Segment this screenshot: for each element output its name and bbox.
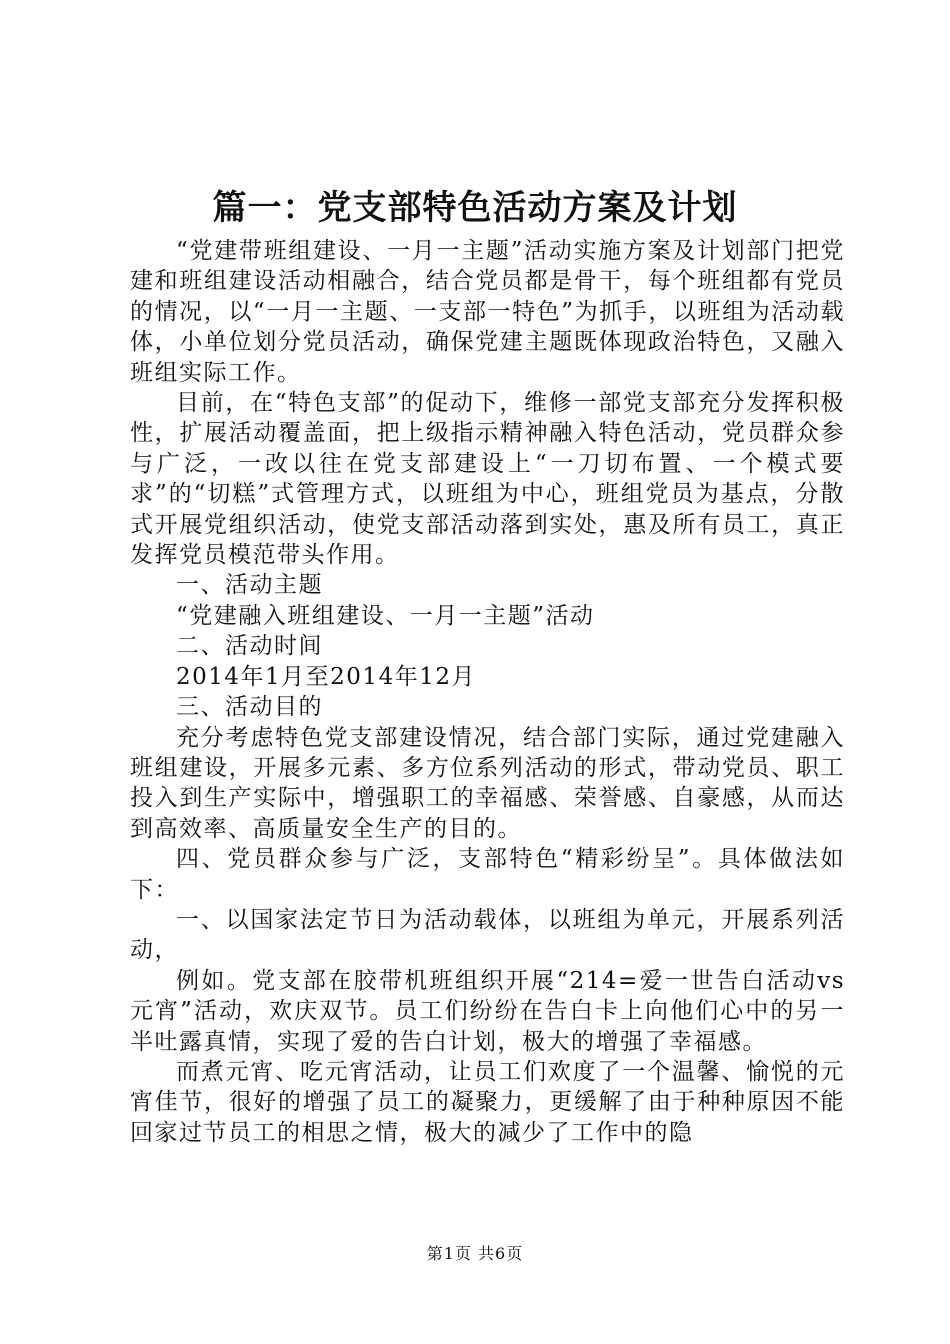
- heading-activity-time: 二、活动时间: [176, 633, 323, 660]
- paragraph-activity-purpose: 充分考虑特色党支部建设情况，结合部门实际，通过党建融入班组建设，开展多元素、多方位系列活动的形式，带动党员、职工投入到生产实际中，增强职工的幸福感、荣誉感、自豪感，从而达到高效率、高质量安全生产的目的。: [130, 724, 845, 842]
- paragraph-holiday-activities: 一、以国家法定节日为活动载体，以班组为单元，开展系列活动，: [130, 906, 845, 964]
- paragraph-activity-time: 2014年1月至2014年12月: [176, 663, 476, 690]
- paragraph-current-status: 目前，在“特色支部”的促动下，维修一部党支部充分发挥积极性，扩展活动覆盖面，把上级指示精神融入特色活动，党员群众参与广泛，一改以往在党支部建设上“一刀切布置、一个模式要求”的“切糕”式管理方式，以班组为中心，班组党员为基点，分散式开展党组织活动，使党支部活动落到实处，惠及所有员工，真正发挥党员模范带头作用。: [130, 390, 845, 569]
- heading-participation: 四、党员群众参与广泛，支部特色“精彩纷呈”。具体做法如下：: [130, 846, 845, 903]
- page-footer: 第1页 共6页: [426, 1244, 524, 1263]
- paragraph-intro: “党建带班组建设、一月一主题”活动实施方案及计划部门把党建和班组建设活动相融合，结合党员都是骨干，每个班组都有党员的情况，以“一月一主题、一支部一特色”为抓手，以班组为活动载体，小单位划分党员活动，确保党建主题既体现政治特色，又融入班组实际工作。: [130, 238, 845, 386]
- paragraph-example: 例如。党支部在胶带机班组织开展“214=爱一世告白活动vs元宵”活动，欢庆双节。员工们纷纷在告白卡上向他们心中的另一半吐露真情，实现了爱的告白计划，极大的增强了幸福感。: [130, 967, 845, 1055]
- heading-activity-purpose: 三、活动目的: [176, 694, 323, 721]
- paragraph-activity-theme: “党建融入班组建设、一月一主题”活动: [176, 602, 595, 629]
- document-body: [130, 236, 845, 1148]
- heading-activity-theme: 一、活动主题: [176, 572, 323, 599]
- document-title: 篇一：党支部特色活动方案及计划: [212, 188, 738, 228]
- paragraph-lantern-festival: 而煮元宵、吃元宵活动，让员工们欢度了一个温馨、愉悦的元宵佳节，很好的增强了员工的凝聚力，更缓解了由于种种原因不能回家过节员工的相思之情，极大的减少了工作中的隐: [130, 1058, 845, 1146]
